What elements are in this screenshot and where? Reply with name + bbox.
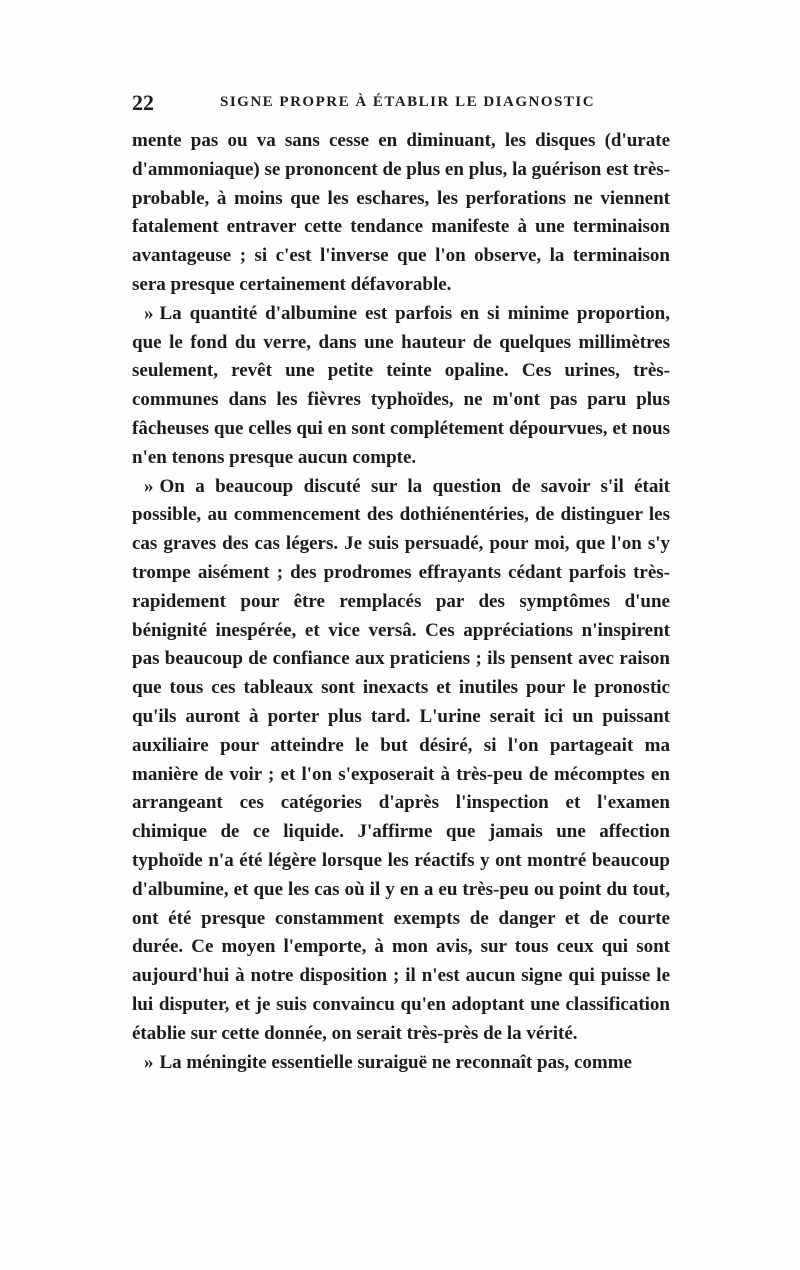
paragraph-4: [132, 1049, 670, 1078]
paragraph-2: [132, 300, 670, 473]
quote-mark: »: [144, 302, 154, 324]
paragraph-text: La méningite essentielle suraiguë ne reconnaît pas, comme: [159, 1051, 632, 1073]
page-header: [132, 90, 672, 120]
paragraph-1: [132, 127, 670, 300]
paragraph-text: La quantité d'albumine est parfois en si minime proportion, que le fond du verre, dans une hauteur de quelques millimètres seulement, revêt une petite teinte opaline. Ces urines, très-communes dans les fièvres typhoïdes, ne m'ont pas paru plus fâcheuses que celles qui en sont complétement dépourvues, et nous n'en tenons presque aucun compte.: [132, 302, 670, 468]
paragraph-text: mente pas ou va sans cesse en diminuant, les disques (d'urate d'ammoniaque) se prononcent de plus en plus, la guérison est très-probable, à moins que les eschares, les perforations ne viennent fatalement entraver cette tendance manifeste à une terminaison avantageuse ; si c'est l'inverse que l'on observe, la terminaison sera presque certainement défavorable.: [132, 130, 670, 295]
page-number: 22: [132, 90, 154, 115]
quote-mark: »: [144, 475, 154, 497]
running-head: SIGNE PROPRE À ÉTABLIR LE DIAGNOSTIC: [220, 94, 596, 110]
paragraph-text: On a beaucoup discuté sur la question de savoir s'il était possible, au commencement des dothiénentéries, de distinguer les cas graves des cas légers. Je suis persuadé, pour moi, que l'on s'y trompe aisément ; des prodromes effrayants cédant parfois très-rapidement pour être remplacés par des symptômes d'une bénignité inespérée, et vice versâ. Ces appréciations n'inspirent pas beaucoup de confiance aux praticiens ; ils pensent avec raison que tous ces tableaux sont inexacts et inutiles pour le pronostic qu'ils auront à porter plus tard. L'urine serait ici un puissant auxiliaire pour atteindre le but désiré, si l'on partageait ma manière de voir ; et l'on s'exposerait à très-peu de mécomptes en arrangeant ces catégories d'après l'inspection et l'examen chimique de ce liquide. J'affirme que jamais une affection typhoïde n'a été légère lorsque les réactifs y ont montré beaucoup d'albumine, et que les cas où il y en a eu très-peu ou point du tout, ont été presque constamment exempts de danger et de courte durée. Ce moyen l'emporte, à mon avis, sur tous ceux qui sont aujourd'hui à notre disposition ; il n'est aucun signe qui puisse le lui disputer, et je suis convaincu qu'en adoptant une classification établie sur cette donnée, on serait très-près de la vérité.: [132, 475, 670, 1044]
body-text: [132, 127, 670, 1077]
quote-mark: »: [144, 1051, 154, 1073]
paragraph-3: [132, 473, 670, 1049]
